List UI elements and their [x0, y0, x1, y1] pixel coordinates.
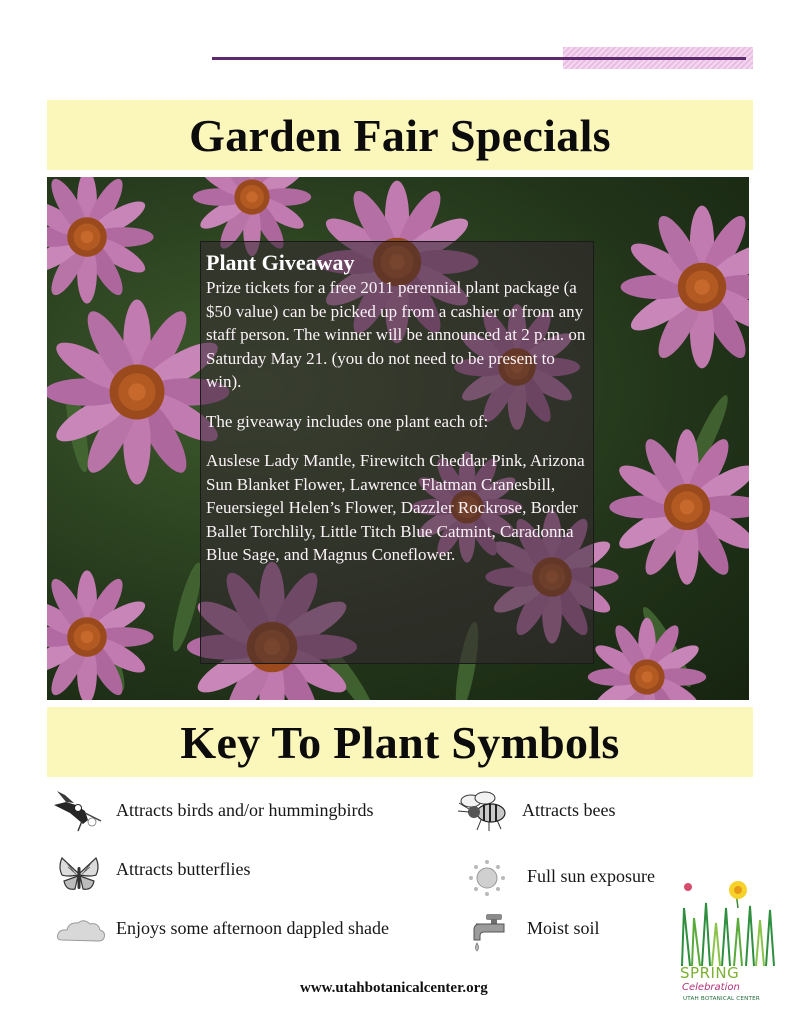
- giveaway-heading: Plant Giveaway: [206, 250, 355, 275]
- header-rule: [212, 57, 746, 60]
- key-label-sun: Full sun exposure: [527, 866, 655, 886]
- logo-ubc-text: UTAH BOTANICAL CENTER: [683, 996, 760, 1002]
- key-label-bees: Attracts bees: [522, 800, 616, 820]
- giveaway-description: Prize tickets for a free 2011 perennial plant package (a $50 value) can be picked up from a cashier or from any staff person. The winner will be announced at 2 p.m. on Saturday May 21. (you do not need to be present to win).: [206, 278, 586, 391]
- key-label-birds: Attracts birds and/or hummingbirds: [116, 800, 374, 820]
- bird-icon: [52, 791, 104, 840]
- giveaway-intro: The giveaway includes one plant each of:: [206, 411, 489, 431]
- logo-spring-text: SPRING: [680, 964, 740, 982]
- giveaway-plant-list: Auslese Lady Mantle, Firewitch Cheddar Pink, Arizona Sun Blanket Flower, Lawrence Flatman Cranesbill, Feuersiegel Helen’s Flower, Dazzler Rockrose, Border Ballet Torchlily, Little Titch Blue Catmint, Caradonna Blue Sage, and Magnus Coneflower.: [206, 451, 585, 564]
- title-banner: [47, 100, 753, 170]
- key-title: Key To Plant Symbols: [180, 716, 620, 768]
- page-title: Garden Fair Specials: [189, 109, 611, 161]
- butterfly-icon: [58, 855, 100, 900]
- logo-celebration-text: Celebration: [682, 982, 740, 993]
- plant-giveaway-box: [200, 241, 594, 664]
- bee-icon: [453, 789, 513, 838]
- faucet-icon: [470, 912, 508, 959]
- footer-website: www.utahbotanicalcenter.org: [300, 980, 488, 996]
- sun-icon: [466, 858, 508, 903]
- key-label-shade: Enjoys some afternoon dappled shade: [116, 918, 389, 938]
- key-label-moist-soil: Moist soil: [527, 918, 600, 938]
- key-label-butterflies: Attracts butterflies: [116, 859, 251, 879]
- cloud-icon: [56, 916, 106, 951]
- key-banner: [47, 707, 753, 777]
